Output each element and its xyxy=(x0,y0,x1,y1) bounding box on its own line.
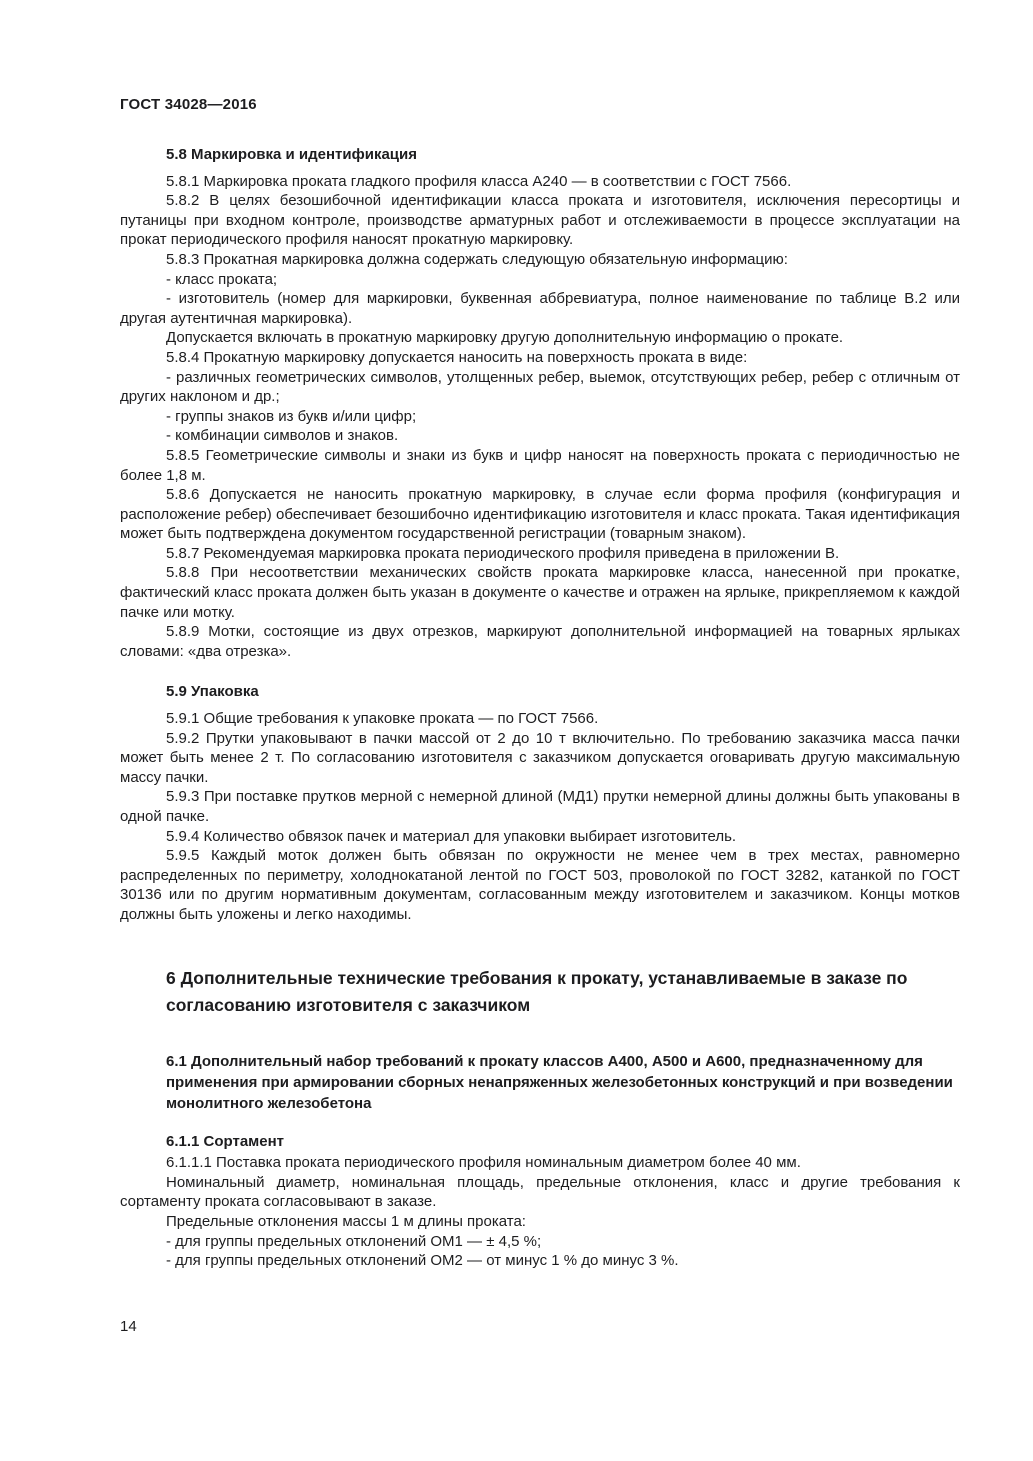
para-5-8-8: 5.8.8 При несоответствии механических свойств проката маркировке класса, нанесенной при прокатке, фактический класс проката должен быть указан в документе о качестве и отражен на ярлыке, прикрепляемом к каждой пачке или мотку. xyxy=(120,564,960,621)
para-5-8-1: 5.8.1 Маркировка проката гладкого профиля класса А240 — в соответствии с ГОСТ 7566. xyxy=(166,172,792,190)
list-item: - комбинации символов и знаков. xyxy=(166,427,399,445)
para-5-9-5: 5.9.5 Каждый моток должен быть обвязан по окружности не менее чем в трех местах, равномерно распределенных по периметру, холоднокатаной лентой по ГОСТ 503, проволокой по ГОСТ 3282, катанкой по ГОСТ 30136 или по другим нормативным документам, согласованным между изготовителем и заказчиком. Концы мотков должны быть уложены и легко находимы. xyxy=(120,847,960,923)
list-item: - для группы предельных отклонений ОМ2 — от минус 1 % до минус 3 %. xyxy=(166,1252,679,1270)
heading-6: 6 Дополнительные технические требования к прокату, устанавливаемые в заказе по согласованию изготовителя с заказчиком xyxy=(166,967,908,1015)
para-5-9-3: 5.9.3 При поставке прутков мерной с немерной длиной (МД1) прутки немерной длины должны быть упакованы в одной пачке. xyxy=(120,788,960,825)
para-6-1-1-1: 6.1.1.1 Поставка проката периодического профиля номинальным диаметром более 40 мм. xyxy=(166,1154,801,1172)
para-5-9-4: 5.9.4 Количество обвязок пачек и материал для упаковки выбирает изготовитель. xyxy=(166,827,737,845)
para-5-8-6: 5.8.6 Допускается не наносить прокатную маркировку, в случае если форма профиля (конфигурация и расположение ребер) обеспечивает безошибочно идентификацию изготовителя и класс проката. Такая идентификация может быть подтверждена документом государственной регистрации (товарным знаком). xyxy=(120,486,960,543)
para-5-8-2: 5.8.2 В целях безошибочной идентификации класса проката и изготовителя, исключения пересортицы и путаницы при входном контроле, производстве арматурных работ и отслеживаемости в процессе эксплуатации на прокат периодического профиля наносят прокатную маркировку. xyxy=(120,192,960,249)
para-5-8-4: 5.8.4 Прокатную маркировку допускается наносить на поверхность проката в виде: xyxy=(166,348,748,366)
para-5-8-7: 5.8.7 Рекомендуемая маркировка проката периодического профиля приведена в приложении В. xyxy=(166,544,840,562)
list-item: - для группы предельных отклонений ОМ1 — ± 4,5 %; xyxy=(166,1232,542,1250)
list-item: - изготовитель (номер для маркировки, буквенная аббревиатура, полное наименование по таблице В.2 или другая аутентичная маркировка). xyxy=(120,290,960,327)
para-sortament-2: Номинальный диаметр, номинальная площадь, предельные отклонения, класс и другие требования к сортаменту проката согласовывают в заказе. xyxy=(120,1173,960,1211)
heading-5-8: 5.8 Маркировка и идентификация xyxy=(166,146,417,163)
page-number: 14 xyxy=(120,1318,137,1335)
para-5-8-3: 5.8.3 Прокатная маркировка должна содержать следующую обязательную информацию: xyxy=(166,250,788,268)
document-header-gost-number: ГОСТ 34028—2016 xyxy=(120,96,257,113)
para-sortament-3: Предельные отклонения массы 1 м длины проката: xyxy=(166,1212,526,1230)
heading-6-1: 6.1 Дополнительный набор требований к прокату классов А400, А500 и А600, предназначенному для применения при армировании сборных ненапряженных железобетонных конструкций и при возведении монолитного железобетона xyxy=(166,1052,953,1112)
para-5-8-3-note: Допускается включать в прокатную маркировку другую дополнительную информацию о прокате. xyxy=(166,329,844,347)
heading-5-9: 5.9 Упаковка xyxy=(166,683,259,701)
list-item: - группы знаков из букв и/или цифр; xyxy=(166,407,417,425)
para-5-9-2: 5.9.2 Прутки упаковывают в пачки массой от 2 до 10 т включительно. По требованию заказчика масса пачки может быть менее 2 т. По согласованию изготовителя с заказчиком допускается оговаривать другую максимальную массу пачки. xyxy=(120,729,960,786)
list-item: - класс проката; xyxy=(166,270,278,288)
heading-6-1-1: 6.1.1 Сортамент xyxy=(166,1132,285,1150)
para-5-8-9: 5.8.9 Мотки, состоящие из двух отрезков, маркируют дополнительной информацией на товарных ярлыках словами: «два отрезка». xyxy=(120,623,960,660)
para-5-8-5: 5.8.5 Геометрические символы и знаки из букв и цифр наносят на поверхность проката с периодичностью не более 1,8 м. xyxy=(120,446,960,484)
para-5-9-1: 5.9.1 Общие требования к упаковке проката — по ГОСТ 7566. xyxy=(166,710,599,728)
list-item: - различных геометрических символов, утолщенных ребер, выемок, отсутствующих ребер, ребер с отличным от других наклоном и др.; xyxy=(120,368,960,406)
page-body xyxy=(120,145,960,1271)
